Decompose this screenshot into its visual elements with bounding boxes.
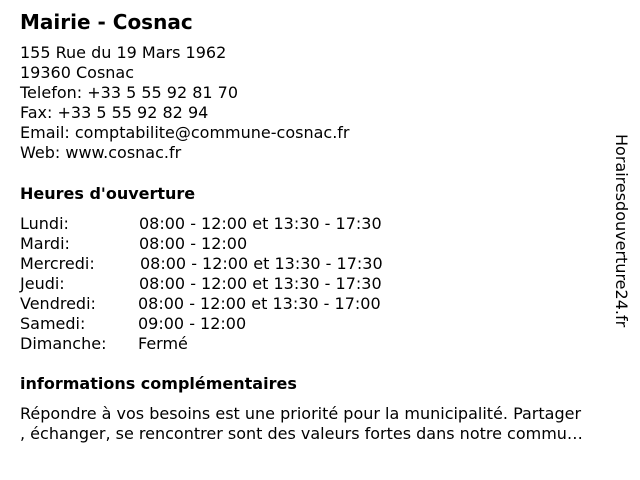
street-address: 155 Rue du 19 Mars 1962 [20,43,227,62]
hours-day: Jeudi: [20,274,65,293]
info-text-line: , échanger, se rencontrer sont des valeurs fortes dans notre commu… [20,424,583,443]
hours-day: Samedi: [20,314,86,333]
address-block [20,43,350,163]
hours-row-sunday [20,334,383,354]
page-title: Mairie - Cosnac [20,10,193,34]
additional-info-text [20,404,632,444]
opening-hours-heading: Heures d'ouverture [20,184,196,203]
phone-number: Telefon: +33 5 55 92 81 70 [20,83,239,102]
site-watermark: Horairesdouverture24.fr [612,134,631,328]
hours-row-thursday [20,274,383,294]
hours-row-monday [20,214,383,234]
opening-hours-table [20,214,383,354]
hours-time: 09:00 - 12:00 [138,314,247,333]
hours-row-tuesday [20,234,383,254]
hours-time: 08:00 - 12:00 et 13:30 - 17:00 [138,294,381,313]
hours-time: 08:00 - 12:00 et 13:30 - 17:30 [140,254,383,273]
hours-time: 08:00 - 12:00 et 13:30 - 17:30 [139,274,382,293]
hours-day: Mardi: [20,234,70,253]
city-address: 19360 Cosnac [20,63,135,82]
hours-day: Mercredi: [20,254,95,273]
hours-day: Dimanche: [20,334,107,353]
hours-time: 08:00 - 12:00 [139,234,248,253]
hours-time: Fermé [138,334,188,353]
website: Web: www.cosnac.fr [20,143,182,162]
hours-row-wednesday [20,254,383,274]
hours-day: Vendredi: [20,294,96,313]
hours-day: Lundi: [20,214,69,233]
hours-row-friday [20,294,383,314]
info-text-line: Répondre à vos besoins est une priorité pour la municipalité. Partager [20,404,582,423]
fax-number: Fax: +33 5 55 92 82 94 [20,103,209,122]
email-address: Email: comptabilite@commune-cosnac.fr [20,123,350,142]
additional-info-heading: informations complémentaires [20,374,297,393]
hours-row-saturday [20,314,383,334]
hours-time: 08:00 - 12:00 et 13:30 - 17:30 [139,214,382,233]
